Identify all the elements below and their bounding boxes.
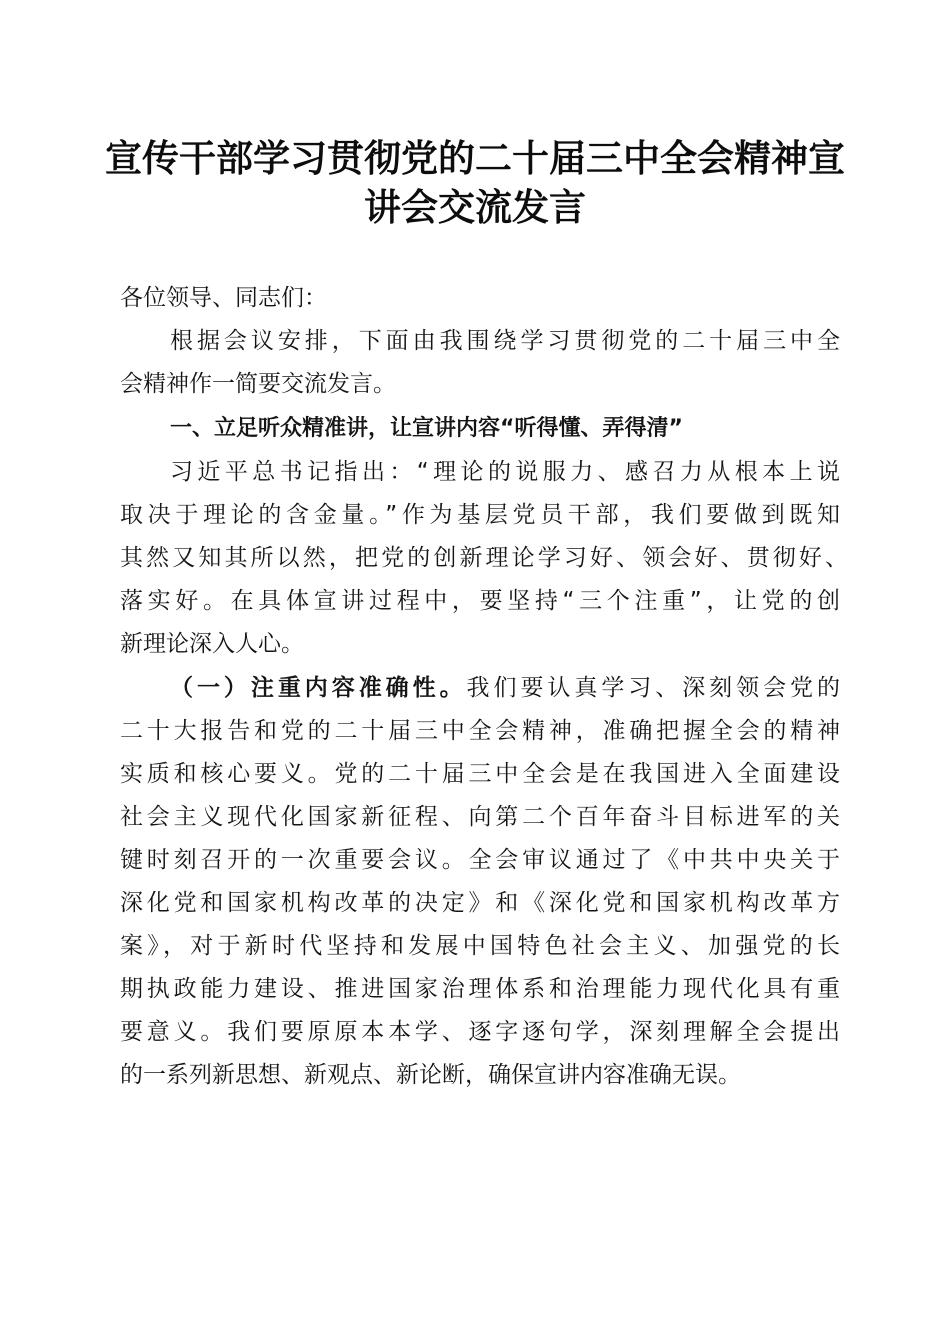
paragraph-1-line-3: 其然又知其所以然，把党的创新理论学习好、领会好、贯彻好、 — [120, 545, 848, 571]
subsection-1-line-8: 期执政能力建设、推进国家治理体系和治理能力现代化具有重 — [120, 976, 840, 1002]
subsection-1-line-9: 要意义。我们要原原本本学、逐字逐句学，深刻理解全会提出 — [120, 1019, 840, 1045]
section-heading-1: 一、立足听众精准讲，让宣讲内容“听得懂、弄得清” — [170, 416, 683, 441]
subsection-1-line-6: 深化党和国家机构改革的决定》和《深化党和国家机构改革方 — [120, 890, 840, 916]
document-title-line-2: 讲会交流发言 — [364, 185, 586, 229]
salutation: 各位领导、同志们： — [120, 285, 327, 311]
document-title-line-1: 宣传干部学习贯彻党的二十届三中全会精神宣 — [105, 136, 845, 180]
subsection-1-line-3: 实质和核心要义。党的二十届三中全会是在我国进入全面建设 — [120, 761, 840, 787]
subsection-1-line-2: 二十大报告和党的二十届三中全会精神，准确把握全会的精神 — [120, 718, 840, 744]
subsection-1-first-text: 我们要认真学习、深刻领会党的 — [466, 675, 841, 701]
subsection-1-line-7: 案》，对于新时代坚持和发展中国特色社会主义、加强党的长 — [120, 933, 840, 959]
paragraph-1-line-1: 习近平总书记指出：“理论的说服力、感召力从根本上说 — [170, 459, 840, 485]
paragraph-1-line-2: 取决于理论的含金量。”作为基层党员干部，我们要做到既知 — [120, 502, 840, 528]
subsection-1-label: （一）注重内容准确性。 — [170, 675, 467, 701]
subsection-1-line-4: 社会主义现代化国家新征程、向第二个百年奋斗目标进军的关 — [120, 804, 840, 830]
paragraph-1-line-4: 落实好。在具体宣讲过程中，要坚持“三个注重”，让党的创 — [120, 588, 840, 614]
intro-line-1: 根据会议安排，下面由我围绕学习贯彻党的二十届三中全 — [170, 328, 840, 354]
paragraph-1-line-5: 新理论深入人心。 — [120, 631, 304, 657]
subsection-1-line-1 — [170, 673, 840, 703]
subsection-1-line-10: 的一系列新思想、新观点、新论断，确保宣讲内容准确无误。 — [120, 1062, 741, 1088]
subsection-1-line-5: 键时刻召开的一次重要会议。全会审议通过了《中共中央关于 — [120, 847, 840, 873]
intro-line-2: 会精神作一简要交流发言。 — [120, 371, 396, 397]
